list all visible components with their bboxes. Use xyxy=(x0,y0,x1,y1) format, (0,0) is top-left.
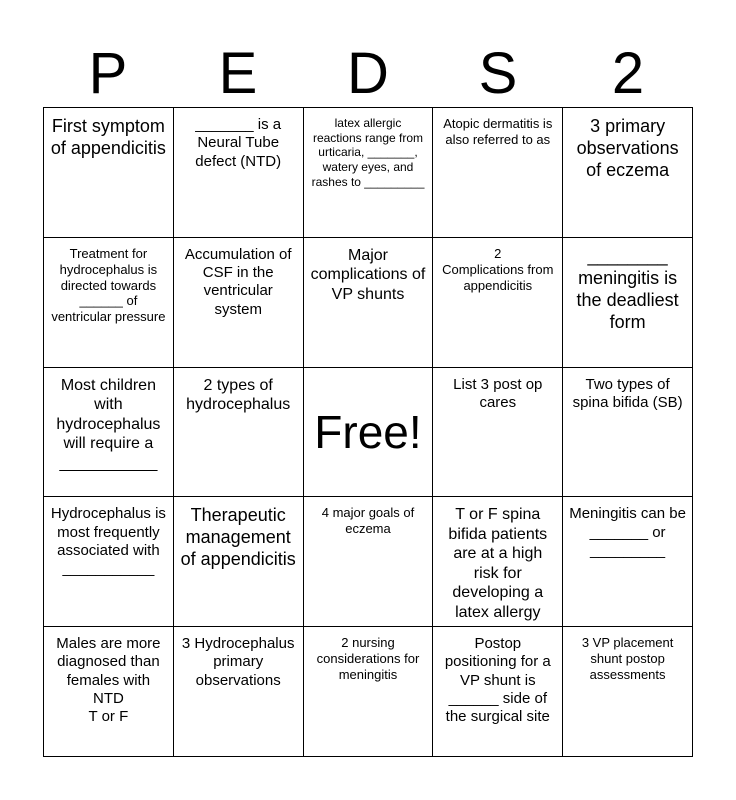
bingo-cell[interactable] xyxy=(304,238,434,368)
bingo-cell[interactable] xyxy=(44,108,174,238)
bingo-cell[interactable] xyxy=(563,368,693,498)
header-letter-s: S xyxy=(478,41,518,106)
cell-text: Treatment for hydrocephalus is directed towards ______ of ventricular pressure xyxy=(51,245,166,325)
cell-text: Therapeutic management of appendicitis xyxy=(180,505,296,570)
cell-text: 4 major goals of eczema xyxy=(321,505,415,537)
bingo-cell[interactable] xyxy=(563,627,693,757)
cell-text: T or F spina bifida patients are at a high risk for developing a latex allergy xyxy=(448,506,548,621)
cell-text: Atopic dermatitis is also referred to as xyxy=(443,116,553,147)
bingo-cell[interactable] xyxy=(563,108,693,238)
header-letter-e: E xyxy=(218,41,258,106)
bingo-cell[interactable] xyxy=(44,238,174,368)
bingo-cell[interactable] xyxy=(433,368,563,498)
bingo-cell[interactable] xyxy=(44,627,174,757)
bingo-cell[interactable] xyxy=(433,627,563,757)
bingo-cell[interactable] xyxy=(174,108,304,238)
cell-text: 3 primary observations of eczema xyxy=(576,116,679,180)
cell-text: Major complications of VP shunts xyxy=(310,246,426,303)
cell-text: 2 types of hydrocephalus xyxy=(186,376,291,414)
cell-text: Most children with hydrocephalus will require a ___________ xyxy=(56,376,161,472)
bingo-cell[interactable] xyxy=(44,497,174,627)
cell-text: 3 VP placement shunt postop assessments xyxy=(581,635,674,682)
free-space-label: Free! xyxy=(314,405,422,458)
cell-text: First symptom of appendicitis xyxy=(50,116,166,158)
bingo-cell[interactable] xyxy=(44,368,174,498)
header-letter-p: P xyxy=(88,41,128,106)
bingo-cell[interactable] xyxy=(433,238,563,368)
bingo-cell[interactable] xyxy=(304,497,434,627)
bingo-cell[interactable] xyxy=(563,238,693,368)
bingo-cell[interactable] xyxy=(433,108,563,238)
bingo-cell[interactable] xyxy=(174,497,304,627)
cell-text: Meningitis can be _______ or _________ xyxy=(569,505,686,559)
cell-text: Two types of spina bifida (SB) xyxy=(572,375,683,411)
cell-text: 2 Complications from appendicitis xyxy=(442,245,554,293)
cell-text: Hydrocephalus is most frequently associated with ___________ xyxy=(50,505,166,578)
bingo-cell[interactable] xyxy=(304,108,434,238)
cell-text: Accumulation of CSF in the ventricular system xyxy=(184,245,292,318)
bingo-cell[interactable] xyxy=(304,627,434,757)
cell-text: 3 Hydrocephalus primary observations xyxy=(181,635,295,689)
free-space-cell[interactable] xyxy=(304,368,434,498)
cell-text: ________ meningitis is the deadliest form xyxy=(576,245,679,332)
bingo-cell[interactable] xyxy=(563,497,693,627)
cell-text: _______ is a Neural Tube defect (NTD) xyxy=(195,116,282,170)
bingo-cell[interactable] xyxy=(174,368,304,498)
bingo-cell[interactable] xyxy=(433,497,563,627)
header-letter-2: 2 xyxy=(611,41,645,106)
cell-text: List 3 post op cares xyxy=(453,375,543,411)
bingo-grid xyxy=(43,107,693,757)
bingo-header xyxy=(43,40,693,108)
bingo-cell[interactable] xyxy=(174,238,304,368)
cell-text: latex allergic reactions range from urticaria, _______, watery eyes, and rashes to _________ xyxy=(311,116,425,189)
cell-text: 2 nursing considerations for meningitis xyxy=(316,635,420,682)
cell-text: Postop positioning for a VP shunt is ______ side of the surgical site xyxy=(444,635,551,726)
bingo-cell[interactable] xyxy=(174,627,304,757)
header-letter-d: D xyxy=(347,41,389,106)
cell-text: Males are more diagnosed than females with NTD T or F xyxy=(56,635,161,726)
